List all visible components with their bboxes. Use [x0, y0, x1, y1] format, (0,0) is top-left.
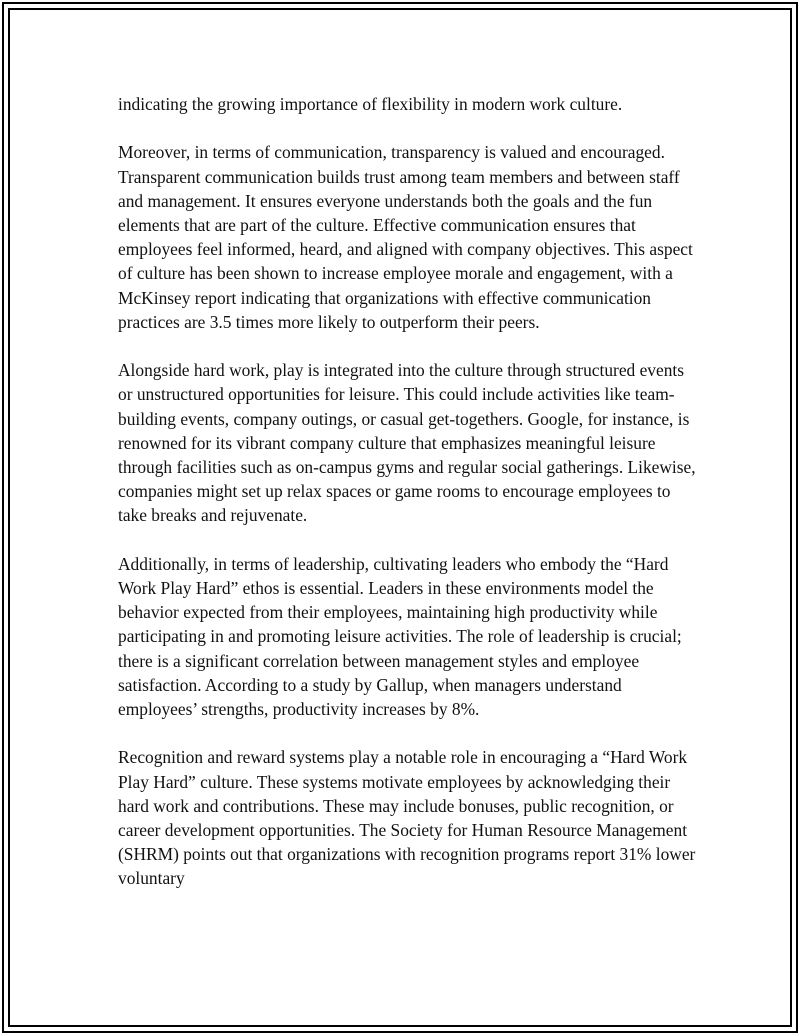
paragraph-play-integration: Alongside hard work, play is integrated into the culture through structured events or unstructured opportunities for leisure. This could include activities like team-building events, company outings, or casual get-togethers. Google, for instance, is renowned for its vibrant company culture that emphasizes meaningful leisure through facilities such as on-campus gyms and regular social gatherings. Likewise, companies might set up relax spaces or game rooms to encourage employees to take breaks and rejuvenate. — [118, 360, 696, 526]
paragraph-recognition: Recognition and reward systems play a notable role in encouraging a “Hard Work Play Hard” culture. These systems motivate employees by acknowledging their hard work and contributions. These may include bonuses, public recognition, or career development opportunities. The Society for Human Resource Management (SHRM) points out that organizations with recognition programs report 31% lower voluntary — [118, 747, 696, 889]
paragraph-communication: Moreover, in terms of communication, transparency is valued and encouraged. Transparent communication builds trust among team members and between staff and management. It ensures everyone understands both the goals and the fun elements that are part of the culture. Effective communication ensures that employees feel informed, heard, and aligned with company objectives. This aspect of culture has been shown to increase employee morale and engagement, with a McKinsey report indicating that organizations with effective communication practices are 3.5 times more likely to outperform their peers. — [118, 142, 693, 332]
paragraph-leadership: Additionally, in terms of leadership, cultivating leaders who embody the “Hard Work Play Hard” ethos is essential. Leaders in these environments model the behavior expected from their employees, maintaining high productivity while participating in and promoting leisure activities. The role of leadership is crucial; there is a significant correlation between management styles and employee satisfaction. According to a study by Gallup, when managers understand employees’ strengths, productivity increases by 8%. — [118, 553, 682, 720]
document-body — [118, 92, 698, 915]
paragraph-flexibility-fragment: indicating the growing importance of flexibility in modern work culture. — [118, 94, 623, 114]
